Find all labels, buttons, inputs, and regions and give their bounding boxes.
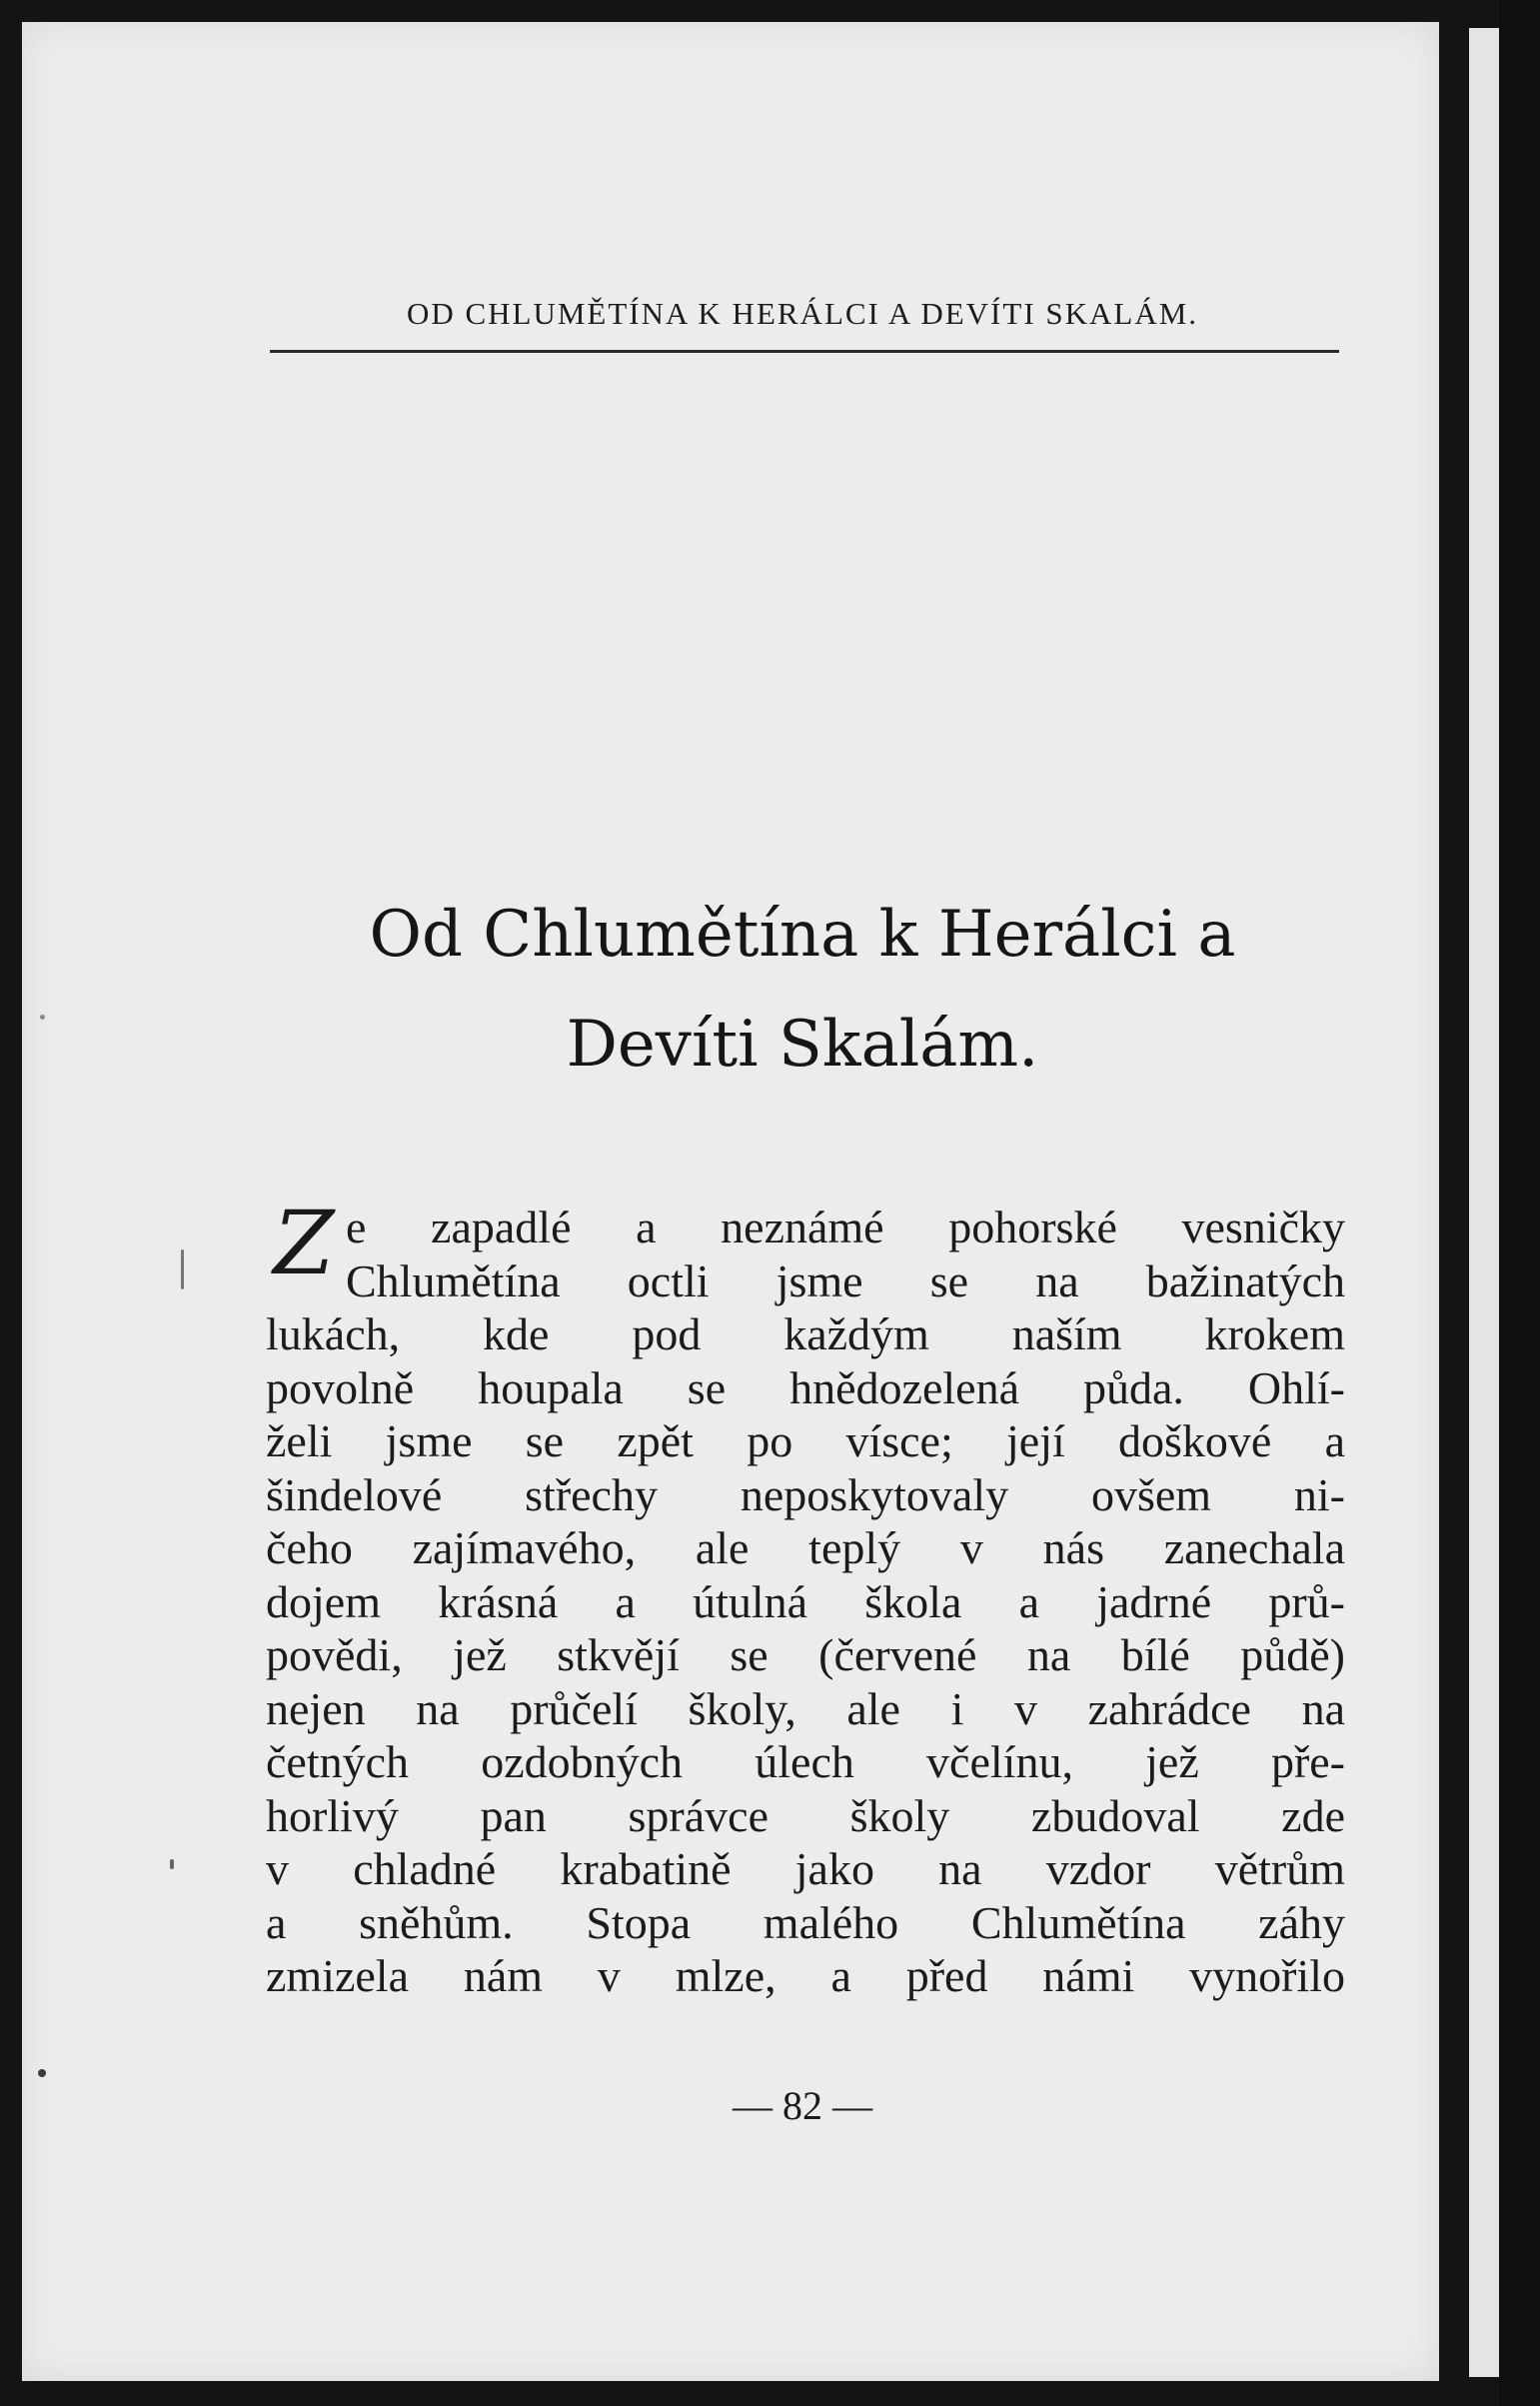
ink-speck [170, 1859, 174, 1869]
chapter-title-line-1: Od Chlumětína k Herálci a [369, 898, 1236, 972]
adjacent-page-edge [1469, 28, 1499, 2377]
text-line: četných ozdobných úlech včelínu, jež pře- [266, 1736, 1345, 1787]
header-rule [270, 350, 1339, 353]
text-line: čeho zajímavého, ale teplý v nás zanechala [266, 1522, 1345, 1573]
text-line: zmizela nám v mlze, a před námi vynořilo [266, 1950, 1345, 2001]
body-paragraph [266, 1201, 1345, 2003]
text-line: horlivý pan správce školy zbudoval zde [266, 1789, 1345, 1841]
text-line: šindelové střechy neposkytovaly ovšem ni- [266, 1468, 1345, 1520]
scan-border [1499, 0, 1540, 2406]
ink-speck [181, 1249, 184, 1289]
text-line: lukách, kde pod každým naším krokem [266, 1308, 1345, 1359]
drop-cap-initial: Z [273, 1192, 335, 1294]
text-line: želi jsme se zpět po vísce; její doškové a [266, 1415, 1345, 1466]
ink-speck [40, 1015, 45, 1020]
running-head: OD CHLUMĚTÍNA K HERÁLCI A DEVÍTI SKALÁM. [406, 296, 1199, 331]
chapter-title [268, 880, 1337, 1100]
text-line: povědi, jež stkvějí se (červené na bílé půdě) [266, 1629, 1345, 1680]
text-line: Chlumětína octli jsme se na bažinatých [346, 1254, 1345, 1306]
page-number: — 82 — [733, 2083, 872, 2128]
chapter-title-line-2: Devíti Skalám. [566, 1008, 1039, 1082]
text-line: nejen na průčelí školy, ale i v zahrádce na [266, 1682, 1345, 1734]
text-line: e zapadlé a neznámé pohorské vesničky [346, 1202, 1345, 1252]
text-line: a sněhům. Stopa malého Chlumětína záhy [266, 1896, 1345, 1948]
text-line: dojem krásná a útulná škola a jadrné prů- [266, 1575, 1345, 1627]
ink-speck [38, 2069, 46, 2077]
text-line: v chladné krabatině jako na vzdor větrům [266, 1843, 1345, 1894]
text-line: povolně houpala se hnědozelená půda. Ohlí- [266, 1361, 1345, 1413]
